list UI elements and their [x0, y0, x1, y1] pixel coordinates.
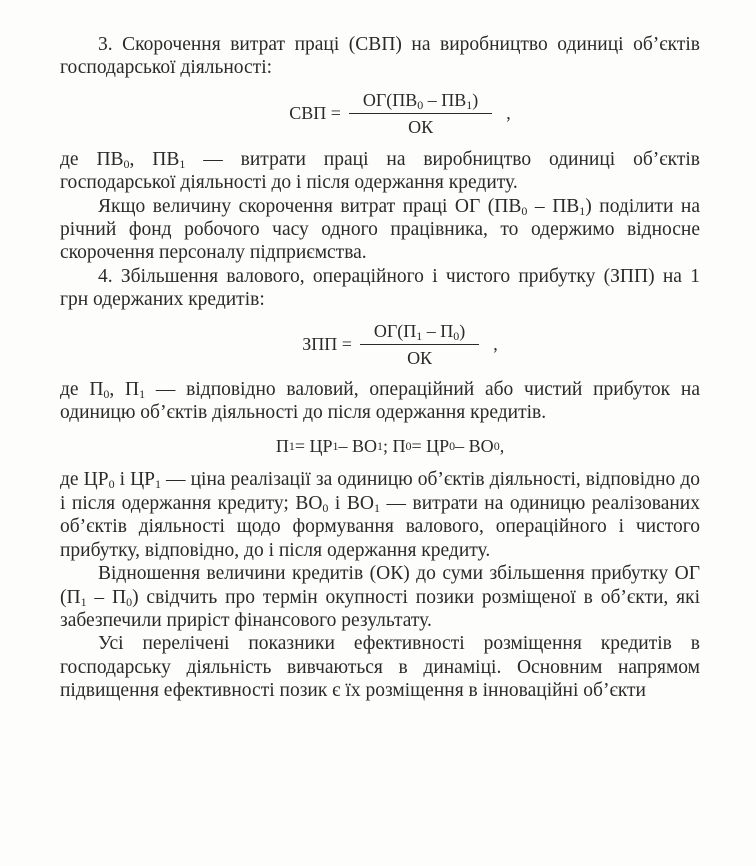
paragraph: де $ЦР_0$ і $ЦР_1$ — ціна реалізації за одиницю об’єктів діяльності, відповідно до і після одержання кредиту; $ВО_0$ і $ВО_1$ — витрати на одиницю реалізованих об’єктів діяльності щодо формування валового, операційного і чистого прибутку, відповідно, до і після одержання кредиту. — [60, 469, 700, 561]
fraction — [360, 319, 479, 371]
formula — [100, 80, 700, 148]
formula — [100, 312, 700, 378]
formula-lhs: ЗПП = — [302, 333, 352, 354]
paragraph: де $ПВ_0$, $ПВ_1$ — витрати праці на виробництво одиниці об’єктів господарської діяльності до і після одержання кредиту. — [60, 148, 700, 194]
paragraph: 3. Скорочення витрат праці (СВП) на виробництво одиниці об’єктів господарської діяльності: — [60, 34, 700, 79]
document-page — [60, 33, 700, 703]
numerator: $ОГ(ПВ_0 - ПВ_1)$ — [349, 88, 492, 114]
formula-comma: , — [493, 333, 498, 354]
numerator: $ОГ(П_1 - П_0)$ — [360, 319, 479, 345]
paragraph: Відношення величини кредитів (ОК) до суми збільшення прибутку ОГ $(П_1 - П_0)$ свідчить про термін окупності позики розміщеної в об’єкти, які забезпечили приріст фінансового результату. — [60, 563, 700, 631]
formula-line: П 1 = ЦР 1 – ВО 1 ; П 0 = ЦР 0 – ВО 0 , — [275, 435, 505, 456]
fraction — [349, 88, 492, 140]
paragraph: Якщо величину скорочення витрат праці ОГ $(ПВ_0 - ПВ_1)$ поділити на річний фонд робочого часу одного працівника, то одержимо відносне скорочення персоналу підприємства. — [60, 195, 701, 264]
paragraph: Усі перелічені показники ефективності розміщення кредитів в господарську діяльність вивчаються в динаміці. Основним напрямом підвищення ефективності позик є їх розміщення в інноваційні об’єкти — [60, 633, 700, 702]
paragraph: де $П_0$, $П_1$ — відповідно валовий, операційний або чистий прибуток на одиницю об’єктів діяльності до після одержання кредитів. — [60, 378, 700, 424]
denominator: ОК — [407, 347, 433, 368]
formula-lhs: СВП = — [289, 103, 341, 124]
formula-comma: , — [506, 103, 511, 124]
denominator: ОК — [408, 116, 434, 137]
paragraph: 4. Збільшення валового, операційного і чистого прибутку (ЗПП) на 1 грн одержаних кредитів: — [60, 265, 700, 311]
